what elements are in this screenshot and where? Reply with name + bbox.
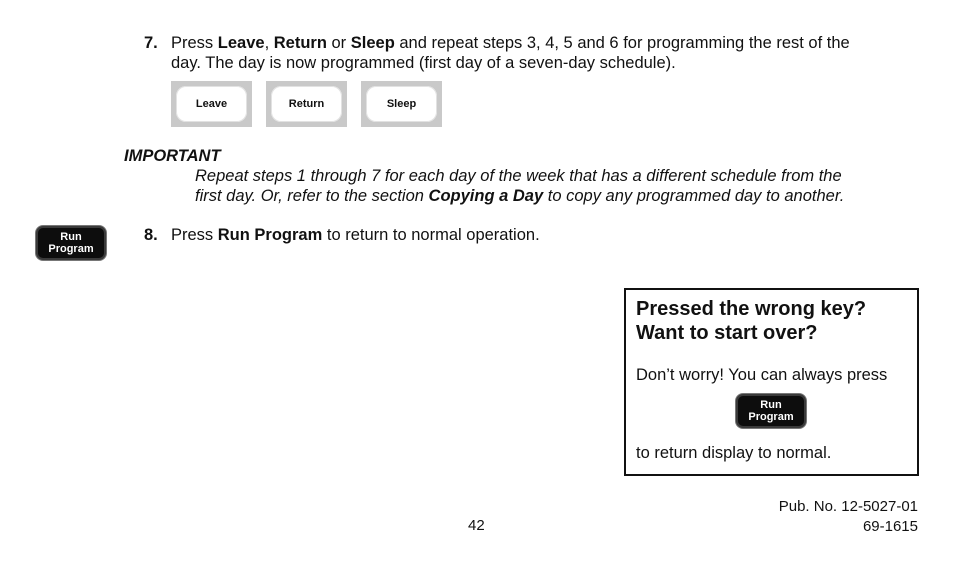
return-button-label: Return <box>271 86 342 122</box>
run-program-button-margin[interactable]: Run Program <box>36 226 106 260</box>
sleep-button-label: Sleep <box>366 86 437 122</box>
step-8-number: 8. <box>144 226 158 244</box>
step-7-number: 7. <box>144 34 158 52</box>
run-program-button-tip[interactable]: Run Program <box>736 394 806 428</box>
step-7-text <box>171 33 931 73</box>
tip-box <box>624 288 919 476</box>
run-program-key-ref: Run Program <box>217 226 323 244</box>
copying-a-day-ref: Copying a Day <box>428 187 544 205</box>
schedule-buttons <box>171 81 442 127</box>
important-line-2: first day. Or, refer to the section Copying a Day to copy any programmed day to another. <box>195 187 845 205</box>
return-key-ref: Return <box>273 34 327 52</box>
step-7-line-2: day. The day is now programmed (first day of a seven-day schedule). <box>171 54 676 72</box>
important-line-1: Repeat steps 1 through 7 for each day of the week that has a different schedule from the <box>195 167 842 185</box>
important-heading: IMPORTANT <box>124 147 221 165</box>
tip-text-2: to return display to normal. <box>636 444 832 462</box>
important-text <box>195 166 915 206</box>
tip-text-1: Don’t worry! You can always press <box>636 366 888 384</box>
step-7-line-1: Press Leave, Return or Sleep and repeat steps 3, 4, 5 and 6 for programming the rest of the <box>171 34 850 52</box>
tip-title: Pressed the wrong key? Want to start over? <box>636 298 867 344</box>
page-number: 42 <box>468 517 485 534</box>
leave-key-ref: Leave <box>217 34 265 52</box>
return-button[interactable] <box>266 81 347 127</box>
sleep-button[interactable] <box>361 81 442 127</box>
leave-button[interactable] <box>171 81 252 127</box>
publication-number: Pub. No. 12-5027-01 69-1615 <box>778 498 918 535</box>
step-8-text: Press Run Program to return to normal operation. <box>171 226 540 244</box>
sleep-key-ref: Sleep <box>350 34 395 52</box>
leave-button-label: Leave <box>176 86 247 122</box>
